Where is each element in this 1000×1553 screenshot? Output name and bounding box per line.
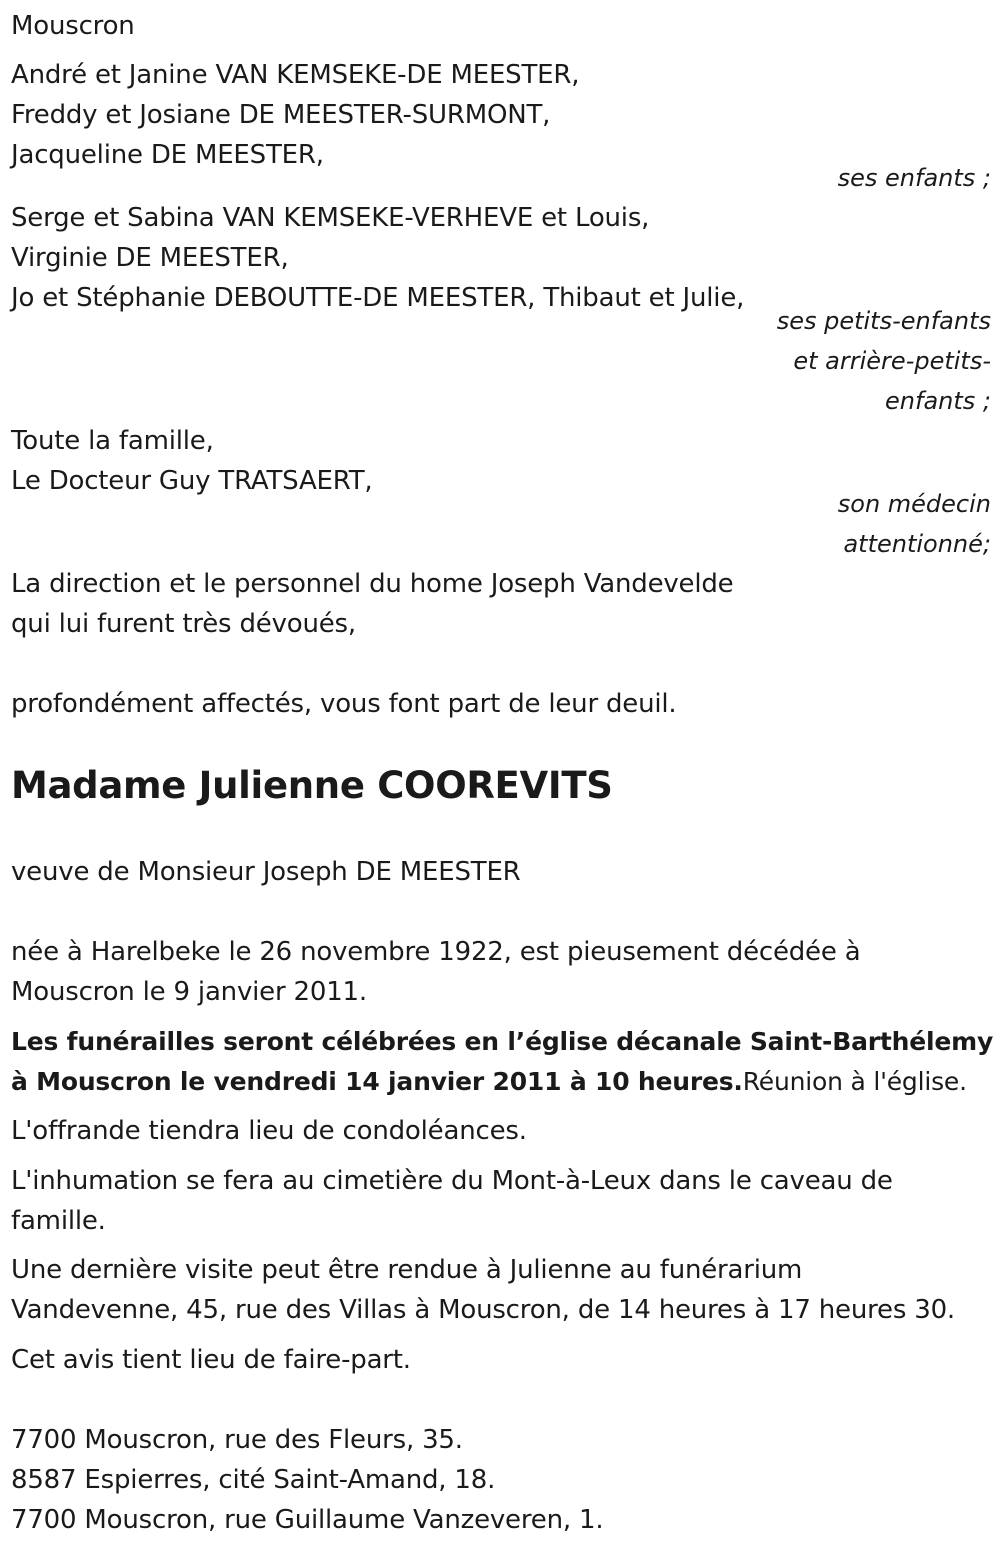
grandchild-line: Virginie DE MEESTER, [11, 243, 289, 273]
birth-death-block [11, 932, 860, 1012]
addresses-block [11, 1420, 603, 1540]
address-line: 7700 Mouscron, rue des Fleurs, 35. [11, 1425, 463, 1455]
family-block [11, 421, 372, 501]
grandchildren-role-line: et arrière-petits- [793, 347, 991, 375]
visit-block [11, 1250, 955, 1330]
funeral-meeting: Réunion à l'église. [742, 1067, 967, 1096]
funeral-block [11, 1022, 993, 1102]
grandchild-line: Jo et Stéphanie DEBOUTTE-DE MEESTER, Thibaut et Julie, [11, 283, 745, 313]
child-line: Jacqueline DE MEESTER, [11, 140, 324, 170]
burial-block [11, 1161, 893, 1241]
notice: Cet avis tient lieu de faire-part. [11, 1345, 411, 1375]
grandchildren-block [11, 198, 744, 318]
burial-line: famille. [11, 1206, 106, 1236]
address-line: 8587 Espierres, cité Saint-Amand, 18. [11, 1465, 496, 1495]
children-role: ses enfants ; [837, 164, 991, 192]
deceased-name: Madame Julienne COOREVITS [11, 764, 613, 807]
children-block [11, 55, 579, 175]
doctor-role-line: attentionné; [843, 530, 991, 558]
funeral-line: Les funérailles seront célébrées en l’église décanale Saint-Barthélemy [11, 1027, 994, 1056]
home-staff-line: qui lui furent très dévoués, [11, 609, 356, 639]
visit-line: Une dernière visite peut être rendue à Julienne au funérarium [11, 1255, 803, 1285]
doctor-line: Le Docteur Guy TRATSAERT, [11, 466, 373, 496]
home-staff-block [11, 564, 733, 644]
grandchildren-role-line: ses petits-enfants [776, 307, 991, 335]
visit-line: Vandevenne, 45, rue des Villas à Mouscron, de 14 heures à 17 heures 30. [11, 1295, 955, 1325]
grandchildren-role [777, 301, 991, 421]
widow-of: veuve de Monsieur Joseph DE MEESTER [11, 857, 521, 887]
grandchildren-role-line: enfants ; [885, 387, 991, 415]
grandchild-line: Serge et Sabina VAN KEMSEKE-VERHEVE et Louis, [11, 203, 650, 233]
city-heading: Mouscron [11, 11, 135, 41]
child-line: Freddy et Josiane DE MEESTER-SURMONT, [11, 100, 551, 130]
address-line: 7700 Mouscron, rue Guillaume Vanzeveren, 1. [11, 1505, 604, 1535]
home-staff-line: La direction et le personnel du home Joseph Vandevelde [11, 569, 734, 599]
doctor-role-line: son médecin [837, 490, 991, 518]
announcement: profondément affectés, vous font part de leur deuil. [11, 689, 677, 719]
offering: L'offrande tiendra lieu de condoléances. [11, 1116, 527, 1146]
burial-line: L'inhumation se fera au cimetière du Mont-à-Leux dans le caveau de [11, 1166, 893, 1196]
family-line: Toute la famille, [11, 426, 214, 456]
funeral-line: à Mouscron le vendredi 14 janvier 2011 à 10 heures. [11, 1067, 743, 1096]
doctor-role [838, 484, 991, 564]
birth-death-line: Mouscron le 9 janvier 2011. [11, 977, 367, 1007]
child-line: André et Janine VAN KEMSEKE-DE MEESTER, [11, 60, 580, 90]
birth-death-line: née à Harelbeke le 26 novembre 1922, est pieusement décédée à [11, 937, 861, 967]
